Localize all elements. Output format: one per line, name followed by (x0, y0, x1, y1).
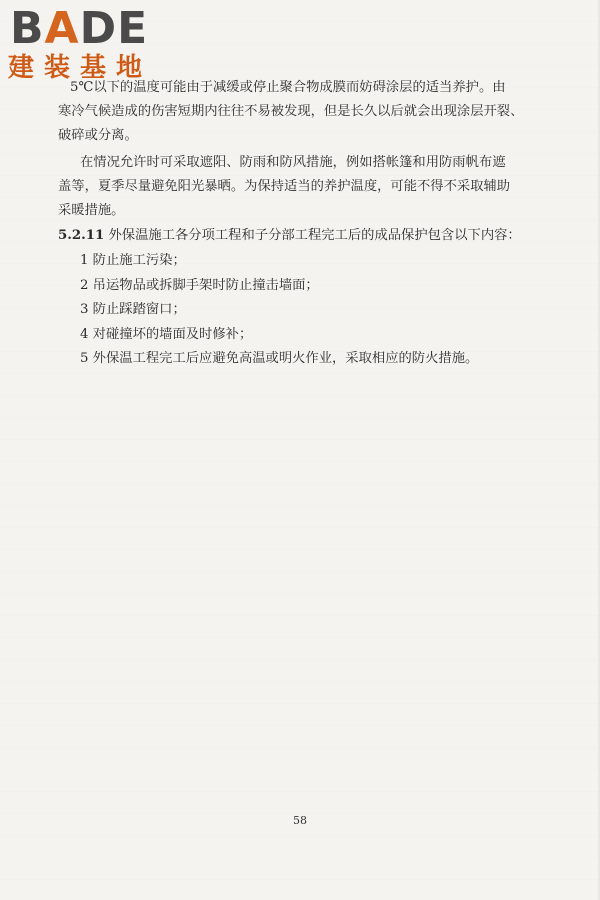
list-item: 5 外保温工程完工后应避免高温或明火作业，采取相应的防火措施。 (80, 351, 479, 366)
watermark-brand-prefix: B (10, 3, 45, 54)
list-item: 2 吊运物品或拆脚手架时防止撞击墙面； (80, 278, 319, 293)
paragraph-2-line-3: 采暖措施。 (58, 203, 125, 218)
paragraph-1-line-1: 5℃以下的温度可能由于减缓或停止聚合物成膜而妨碍涂层的适当养护。由 (70, 80, 506, 95)
section-number: 5.2.11 (58, 228, 105, 243)
watermark-brand-accent: A (44, 3, 80, 54)
paragraph-1-line-2: 寒冷气候造成的伤害短期内往往不易被发现，但是长久以后就会出现涂层开裂、 (58, 104, 524, 119)
paragraph-1-line-3: 破碎或分离。 (58, 128, 138, 143)
watermark-brand (10, 4, 148, 54)
watermark-subtitle: 建装基地 (8, 53, 153, 83)
bade-watermark-logo (8, 4, 188, 86)
paragraph-2-line-1: 在情况允许时可采取遮阳、防雨和防风措施，例如搭帐篷和用防雨帆布遮 (80, 155, 506, 170)
section-heading (58, 225, 548, 247)
list-item: 1 防止施工污染； (80, 253, 186, 268)
paragraph-2-line-2: 盖等，夏季尽量避免阳光暴晒。为保持适当的养护温度，可能不得不采取辅助 (58, 179, 511, 194)
list-item: 4 对碰撞坏的墙面及时修补； (80, 327, 253, 342)
page-number: 58 (293, 814, 307, 827)
list-item: 3 防止踩踏窗口； (80, 302, 186, 317)
watermark-brand-suffix: DE (79, 3, 149, 54)
section-title: 外保温施工各分项工程和子分部工程完工后的成品保护包含以下内容： (108, 228, 521, 243)
